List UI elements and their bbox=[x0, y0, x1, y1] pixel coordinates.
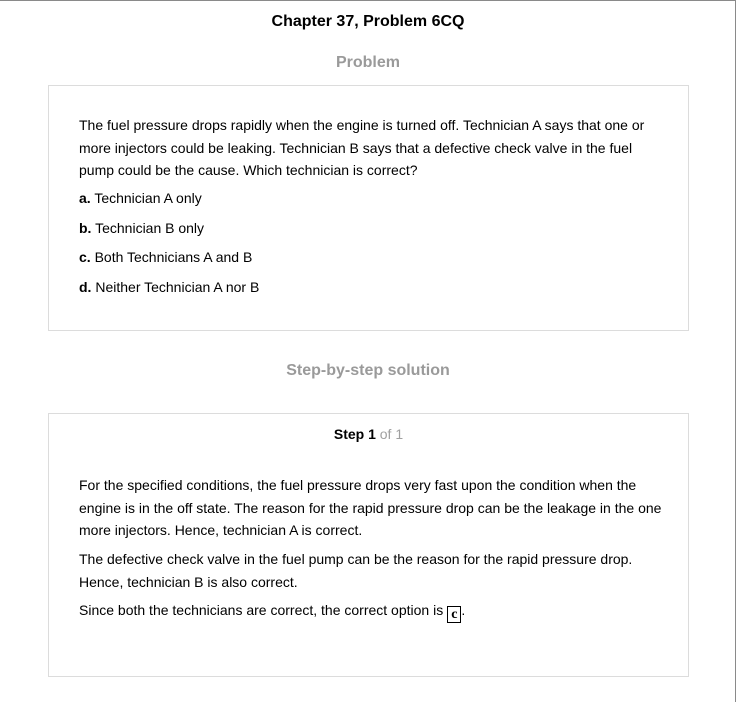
option-text: Technician A only bbox=[94, 190, 202, 206]
solution-paragraph-1: For the specified conditions, the fuel pressure drops very fast upon the condition when the engine is in the off state. The reason for the rapid pressure drop can be the leakage in the one more injectors. Hence, technician A is correct. bbox=[79, 477, 662, 538]
option-a bbox=[79, 188, 202, 208]
option-b bbox=[79, 218, 204, 238]
solution-heading: Step-by-step solution bbox=[286, 362, 450, 379]
option-letter: c. bbox=[79, 249, 91, 265]
problem-heading: Problem bbox=[335, 54, 400, 71]
option-letter: d. bbox=[79, 279, 92, 295]
option-c bbox=[79, 247, 252, 267]
step-number: Step 1 bbox=[333, 426, 376, 442]
chapter-title: Chapter 37, Problem 6CQ bbox=[271, 13, 465, 30]
conclusion-end: . bbox=[461, 602, 466, 618]
option-text: Both Technicians A and B bbox=[94, 249, 253, 265]
solution-card bbox=[48, 413, 689, 677]
step-label bbox=[49, 426, 688, 442]
conclusion-text: Since both the technicians are correct, the correct option is bbox=[79, 602, 444, 618]
step-total: of 1 bbox=[379, 426, 404, 442]
option-text: Technician B only bbox=[95, 220, 205, 236]
solution-paragraph-2: The defective check valve in the fuel pump can be the reason for the rapid pressure drop. Hence, technician B is also correct. bbox=[79, 551, 633, 590]
option-letter: b. bbox=[79, 220, 92, 236]
option-letter: a. bbox=[79, 190, 91, 206]
problem-card bbox=[48, 85, 689, 331]
answer-box: c bbox=[447, 606, 461, 623]
option-text: Neither Technician A nor B bbox=[95, 279, 260, 295]
solution-conclusion bbox=[79, 599, 465, 623]
problem-question: The fuel pressure drops rapidly when the engine is turned off. Technician A says that one or more injectors could be leaking. Technician B says that a defective check valve in the fuel pump could be the cause. Which technician is correct? bbox=[79, 117, 645, 178]
option-d bbox=[79, 277, 259, 297]
